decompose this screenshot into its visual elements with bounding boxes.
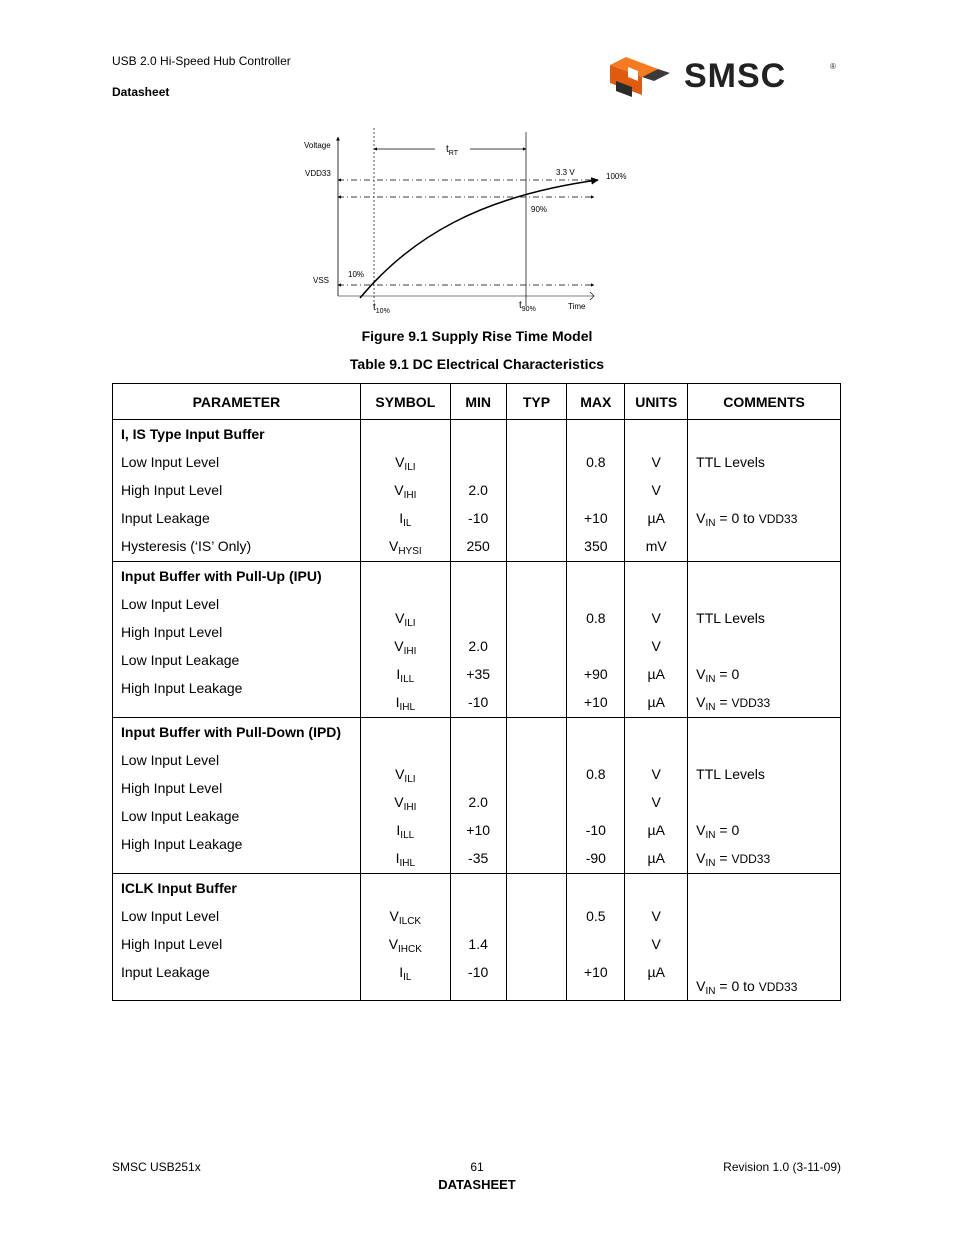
col-min: MIN [450,384,506,420]
min-cell [451,760,506,788]
max-cell: +10 [583,964,608,980]
supply-rise-time-figure [300,128,640,318]
param-cell: Low Input Leakage [121,808,240,824]
col-comments: COMMENTS [688,384,841,420]
symbol-cell: $V_{ILI}$ [395,454,416,473]
table-row-i-is-buffer [113,420,841,562]
param-cell: High Input Leakage [121,836,243,852]
table-caption: Table 9.1 DC Electrical Characteristics [349,356,605,372]
units-cell: V [651,638,661,654]
min-cell: +10 [466,822,491,838]
vdd33-label: VDD33 [305,169,331,178]
param-cell: High Input Leakage [121,680,243,696]
units-cell: µA [647,510,665,526]
rise-curve [360,180,598,298]
param-cell: High Input Level [121,780,223,796]
max-cell: 0.8 [586,610,606,626]
comment-cell: TTL Levels [696,610,765,626]
symbol-cell: $V_{ILI}$ [395,766,416,785]
units-cell: mV [645,538,667,554]
trt-label: $t_{RT}$ [446,144,458,157]
param-cell: High Input Level [121,482,223,498]
symbol-cell: $V_{IHI}$ [394,482,417,501]
units-cell: V [651,794,661,810]
footer-revision: Revision 1.0 (3-11-09) [723,1160,841,1174]
t10-label: $t_{10\%}$ [373,302,390,315]
vss-label: VSS [313,276,330,285]
col-typ: TYP [506,384,567,420]
symbol-cell: $V_{IHI}$ [394,638,417,657]
symbol-cell: $V_{HYSI}$ [388,538,422,557]
table-row-ipu-buffer [113,562,841,718]
param-cell: Input Leakage [121,510,210,526]
group-title: I, IS Type Input Buffer [121,426,265,442]
param-cell: High Input Level [121,936,223,952]
max-cell [567,632,624,660]
param-cell: High Input Level [121,624,223,640]
table-header-row [113,384,841,420]
min-cell: 2.0 [468,638,488,654]
units-cell: V [651,936,661,952]
max-cell: +10 [583,510,608,526]
logo-registered: ® [830,62,836,71]
units-cell: V [651,766,661,782]
min-cell: 1.4 [468,936,488,952]
p90-label: 90% [531,205,548,214]
max-cell [567,476,624,504]
footer-left: SMSC USB251x [112,1160,201,1174]
table-row-iclk-buffer [113,874,841,1001]
min-cell: 2.0 [468,482,488,498]
symbol-cell: $I_{ILL}$ [396,666,415,685]
max-cell: +10 [583,694,608,710]
p100-label: 100% [606,172,627,181]
footer-center: DATASHEET [438,1177,516,1192]
col-units: UNITS [625,384,688,420]
symbol-cell: $I_{IL}$ [399,510,412,529]
min-cell: -10 [468,510,489,526]
comment-cell: $V_{IN} = 0$ [696,666,740,685]
col-symbol: SYMBOL [360,384,450,420]
comment-cell: $V_{IN} = 0$ to VDD33 [696,978,798,997]
smsc-logo [608,55,840,99]
symbol-cell: $V_{ILI}$ [395,610,416,629]
symbol-cell: $I_{IL}$ [399,964,412,983]
max-cell: 350 [584,538,608,554]
param-cell: Low Input Level [121,908,220,924]
units-cell: V [651,454,661,470]
logo-mark-icon [610,57,670,97]
t90-label: $t_{90\%}$ [519,300,536,313]
logo-text: SMSC [684,57,787,95]
min-cell: 2.0 [468,794,488,810]
max-cell: -10 [585,822,606,838]
units-cell: V [651,610,661,626]
table-row-ipd-buffer [113,718,841,874]
comment-cell: $V_{IN} = 0$ [696,822,740,841]
col-max: MAX [567,384,625,420]
param-cell: Low Input Level [121,752,220,768]
units-cell: µA [647,822,665,838]
symbol-cell: $V_{ILCK}$ [389,908,422,927]
col-parameter: PARAMETER [113,384,361,420]
comment-cell: TTL Levels [696,454,765,470]
units-cell: µA [647,964,665,980]
group-title: Input Buffer with Pull-Up (IPU) [121,568,322,584]
group-title: ICLK Input Buffer [121,880,237,896]
max-cell: 0.8 [586,766,606,782]
param-cell: Hysteresis (‘IS’ Only) [121,538,252,554]
figure-caption: Figure 9.1 Supply Rise Time Model [361,328,593,344]
min-cell: 250 [466,538,490,554]
symbol-cell: $I_{IHL}$ [395,850,416,869]
min-cell: +35 [466,666,491,682]
min-cell [451,604,506,632]
dc-characteristics-table [112,383,841,1001]
min-cell: -10 [468,964,489,980]
param-cell: Input Leakage [121,964,210,980]
p10-label: 10% [348,270,365,279]
comment-cell: $V_{IN} = VDD33$ [696,850,771,869]
max-cell [567,930,624,958]
header-product: USB 2.0 Hi-Speed Hub Controller [112,54,291,68]
param-cell: Low Input Level [121,596,220,612]
symbol-cell: $I_{ILL}$ [396,822,415,841]
max-cell: 0.5 [586,908,606,924]
footer-page-number: 61 [470,1160,484,1174]
min-cell: -35 [468,850,489,866]
param-cell: Low Input Leakage [121,652,240,668]
max-cell: -90 [585,850,606,866]
voltage-label: Voltage [304,141,331,150]
group-title: Input Buffer with Pull-Down (IPD) [121,724,342,740]
v33-label: 3.3 V [556,168,575,177]
units-cell: µA [647,850,665,866]
comment-cell: TTL Levels [696,766,765,782]
max-cell [567,788,624,816]
symbol-cell: $I_{IHL}$ [395,694,416,713]
max-cell: +90 [583,666,608,682]
param-cell: Low Input Level [121,454,220,470]
units-cell: V [651,908,661,924]
units-cell: V [651,482,661,498]
symbol-cell: $V_{IHI}$ [394,794,417,813]
min-cell [451,902,506,930]
min-cell: -10 [468,694,489,710]
units-cell: µA [647,694,665,710]
min-cell [451,448,506,476]
units-cell: µA [647,666,665,682]
comment-cell: $V_{IN} = VDD33$ [696,694,771,713]
symbol-cell: $V_{IHCK}$ [388,936,422,955]
comment-cell: $V_{IN} = 0$ to VDD33 [696,510,798,529]
max-cell: 0.8 [586,454,606,470]
header-doctype: Datasheet [112,85,170,99]
time-label: Time [568,302,586,311]
